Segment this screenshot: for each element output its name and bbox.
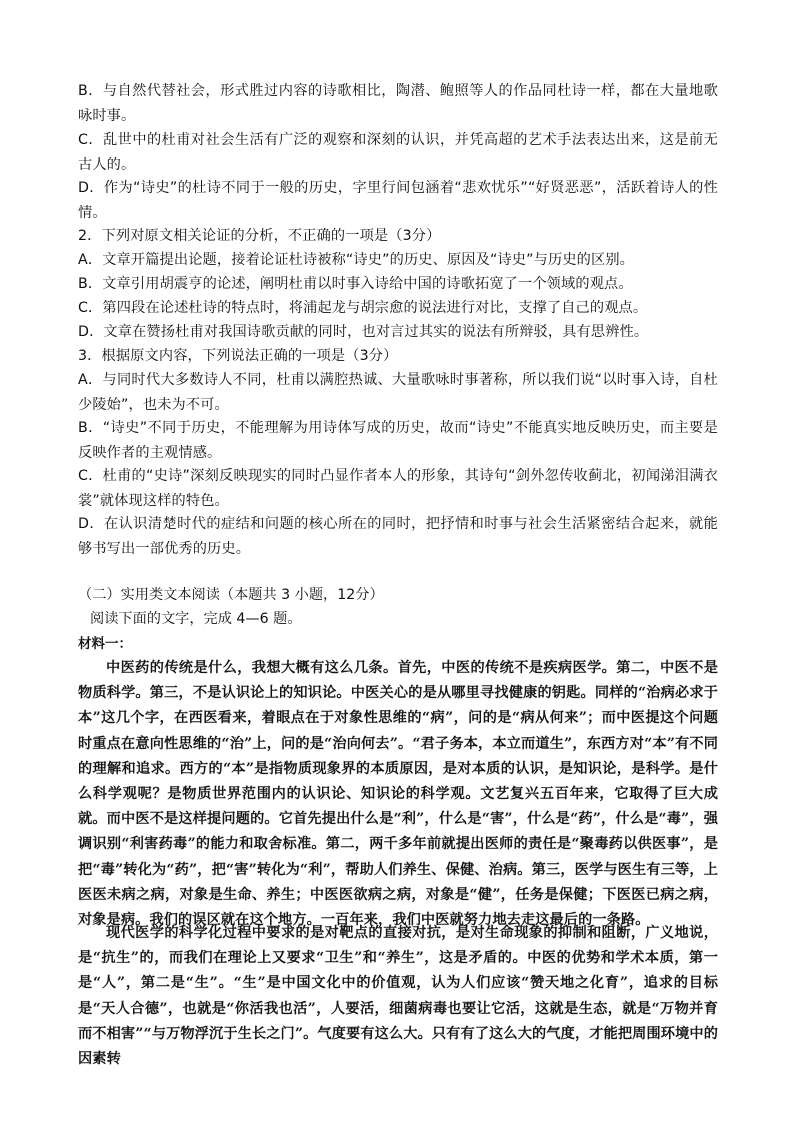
q3-option-c: C．杜甫的“史诗”深刻反映现实的同时凸显作者本人的形象，其诗句“剑外忽传收蓟北，初闻涕泪满衣裳”就体现这样的特色。 [78,468,718,509]
q3-option-d: D．在认识清楚时代的症结和问题的核心所在的同时，把抒情和时事与社会生活紧密结合起来，就能够书写出一部优秀的历史。 [78,516,718,557]
q3-stem: 3．根据原文内容，下列说法正确的一项是（3分） [78,348,398,364]
q1-option-d: D．作为“诗史”的杜诗不同于一般的历史，字里行间包涵着“悲欢忧乐”“好贤恶恶”，活跃着诗人的性情。 [78,180,718,221]
q3-option-a: A．与同时代大多数诗人不同，杜甫以满腔热诚、大量歌咏时事著称，所以我们说“以时事入诗，自杜少陵始”，也未为不可。 [78,372,718,413]
q2-stem: 2．下列对原文相关论证的分析，不正确的一项是（3分） [78,228,441,244]
section-instruction: 阅读下面的文字，完成 4—6 题。 [90,611,302,627]
q1-option-c: C．乱世中的杜甫对社会生活有广泛的观察和深刻的认识，并凭高超的艺术手法表达出来，这是前无古人的。 [78,132,718,173]
q3-option-b: B．“诗史”不同于历史，不能理解为用诗体写成的历史，故而“诗史”不能真实地反映历史，而主要是反映作者的主观情感。 [78,420,718,461]
q2-option-b: B．文章引用胡震亨的论述，阐明杜甫以时事入诗给中国的诗歌拓宽了一个领域的观点。 [78,276,633,292]
material-label: 材料一： [78,636,132,652]
section-title: （二）实用类文本阅读（本题共 3 小题，12分） [78,587,384,603]
q2-option-c: C．第四段在论述杜诗的特点时，将浦起龙与胡宗愈的说法进行对比，支撑了自己的观点。 [78,300,648,316]
q2-option-a: A．文章开篇提出论题，接着论证杜诗被称“诗史”的历史、原因及“诗史”与历史的区别。 [78,252,635,268]
material-paragraph-1: 中医药的传统是什么，我想大概有这么几条。首先，中医的传统不是疾病医学。第二，中医不是物质科学。第三，不是认识论上的知识论。中医关心的是从哪里寻找健康的钥匙。同样的“治病必求于本”这几个字，在西医看来，着眼点在于对象性思维的“病”，问的是“病从何来”；而中医提这个问题时重点在意向性思维的“治”上，问的是“治向何去”。“君子务本，本立而道生”，东西方对“本”有不同的理解和追求。西方的“本”是指物质现象界的本质原因，是对本质的认识，是知识论，是科学。是什么科学观呢？是物质世界范围内的认识论、知识论的科学观。文艺复兴五百年来，它取得了巨大成就。而中医不是这样提问题的。它首先提出什么是“利”，什么是“害”，什么是“药”，什么是“毒”，强调识别“利害药毒”的能力和取舍标准。第二，两千多年前就提出医师的责任是“聚毒药以供医事”，是把“毒”转化为“药”，把“害”转化为“利”，帮助人们养生、保健、治病。第三，医学与医生有三等，上医医未病之病，对象是生命、养生；中医医欲病之病，对象是“健”，任务是保健；下医医已病之病，对象是病。我们的误区就在这个地方。一百年来，我们中医就努力地去走这最后的一条路。 [78,660,718,929]
material-paragraph-2: 现代医学的科学化过程中要求的是对靶点的直接对抗，是对生命现象的抑制和阻断，广义地说，是“抗生”的，而我们在理论上又要求“卫生”和“养生”，这是矛盾的。中医的优势和学术本质，第一是“人”，第二是“生”。“生”是中国文化中的价值观，认为人们应该“赞天地之化育”，追求的目标是“天人合德”，也就是“你活我也活”，人要活，细菌病毒也要让它活，这就是生态，就是“万物并育而不相害”“与万物浮沉于生长之门”。气度要有这么大。只有有了这么大的气度，才能把周围环境中的因素转 [78,925,718,1068]
q2-option-d: D．文章在赞扬杜甫对我国诗歌贡献的同时，也对言过其实的说法有所辩驳，具有思辨性。 [78,324,649,340]
q1-option-b: B．与自然代替社会，形式胜过内容的诗歌相比，陶潜、鲍照等人的作品同杜诗一样，都在大量地歌咏时事。 [78,83,718,124]
